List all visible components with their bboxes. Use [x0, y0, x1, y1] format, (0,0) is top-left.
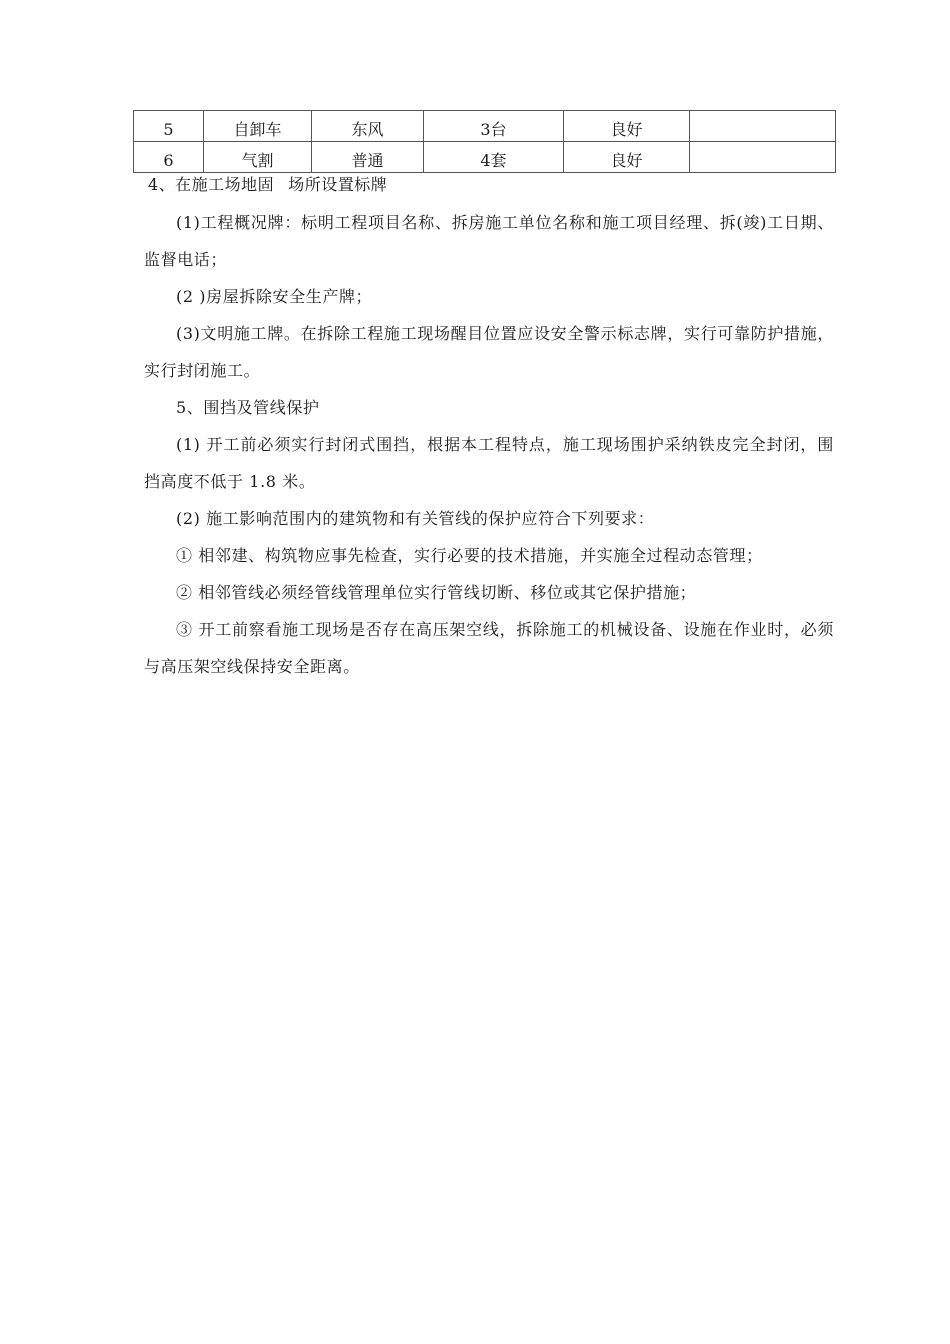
table-cell: 良好: [564, 111, 690, 142]
section-4-heading: [148, 172, 834, 198]
body-text: [144, 172, 834, 685]
table-cell: 气割: [204, 142, 312, 173]
table-cell: 东风: [312, 111, 424, 142]
section-4-item-3: (3)文明施工牌。在拆除工程施工现场醒目位置应设安全警示标志牌，实行可靠防护措施，实行封闭施工。: [144, 324, 834, 380]
table-cell: 4套: [424, 142, 564, 173]
table-cell: 自卸车: [204, 111, 312, 142]
table-row: [134, 142, 836, 173]
table-cell: [690, 111, 836, 142]
section-4-heading-part2: 场所设置标牌: [288, 175, 388, 194]
table-row: [134, 111, 836, 142]
section-5-item-1: (1) 开工前必须实行封闭式围挡，根据本工程特点，施工现场围护采纳铁皮完全封闭，围挡高度不低于 1.8 米。: [144, 435, 834, 491]
table-cell: 普通: [312, 142, 424, 173]
section-4-item-2: (2 )房屋拆除安全生产牌；: [176, 287, 373, 306]
table-cell: [690, 142, 836, 173]
table-cell: 良好: [564, 142, 690, 173]
section-4-item-1: (1)工程概况牌：标明工程项目名称、拆房施工单位名称和施工项目经理、拆(竣)工日期、监督电话；: [144, 213, 834, 269]
section-5-item-2: (2) 施工影响范围内的建筑物和有关管线的保护应符合下列要求：: [176, 509, 655, 528]
section-5-item-3: ① 相邻建、构筑物应事先检查，实行必要的技术措施，并实施全过程动态管理；: [176, 546, 763, 565]
table-cell: 6: [134, 142, 204, 173]
section-5-item-5: ③ 开工前察看施工现场是否存在高压架空线，拆除施工的机械设备、设施在作业时，必须与高压架空线保持安全距离。: [144, 620, 834, 676]
section-5-item-4: ② 相邻管线必须经管线管理单位实行管线切断、移位或其它保护措施；: [176, 583, 697, 602]
section-4-heading-part1: 4、在施工场地固: [148, 175, 275, 194]
equipment-table: [133, 110, 836, 173]
table-cell: 5: [134, 111, 204, 142]
table-cell: 3台: [424, 111, 564, 142]
section-5-heading: 5、围挡及管线保护: [176, 398, 320, 417]
